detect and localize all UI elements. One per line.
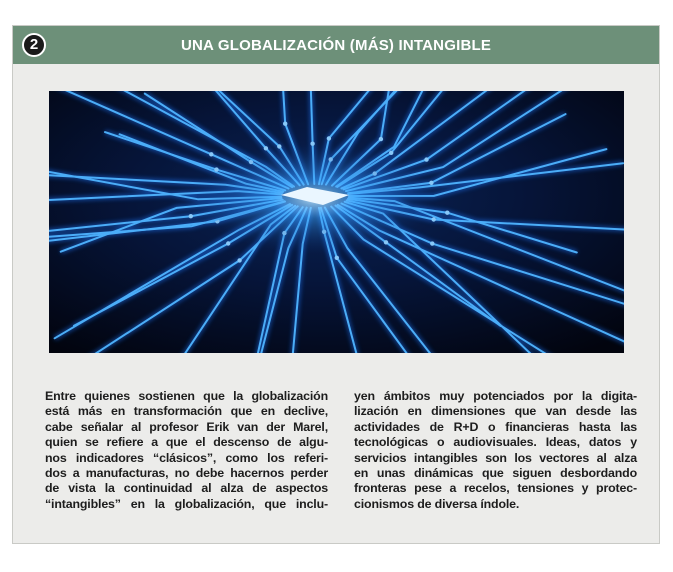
body-line: cionismos de diversa índole.: [354, 496, 520, 511]
body-line: nos indicadores “clásicos”, como los referi-: [45, 450, 328, 465]
body-line: está más en transformación que en declive,: [45, 404, 328, 419]
body-column-1: [45, 389, 328, 512]
circuit-illustration: [49, 91, 624, 353]
section-number-badge: 2: [22, 33, 46, 57]
circuit-node: [424, 157, 428, 161]
circuit-node: [327, 136, 331, 140]
circuit-node: [429, 181, 433, 185]
body-line: servicios intangibles son los vectores al alza: [354, 450, 637, 465]
circuit-node: [389, 151, 393, 155]
body-column-2: [354, 389, 637, 512]
body-line: “intangibles” en la globalización, que inclu-: [45, 496, 328, 511]
circuit-node: [283, 122, 287, 126]
circuit-node: [189, 214, 193, 218]
circuit-node: [209, 152, 213, 156]
body-line: actividades de R+D o financieras hasta las: [354, 419, 637, 434]
circuit-chip-image: [49, 91, 624, 353]
circuit-node: [237, 258, 241, 262]
body-line: quien se refiere a que el descenso de algu-: [45, 435, 328, 450]
body-line: fronteras pese a recelos, tensiones y protec-: [354, 481, 637, 496]
circuit-node: [335, 256, 339, 260]
section-header: [13, 26, 659, 64]
body-line: yen ámbitos muy potenciados por la digita-: [354, 389, 637, 403]
circuit-node: [432, 217, 436, 221]
article-card: [12, 25, 660, 544]
body-line: en unas dinámicas que siguen desbordando: [354, 466, 637, 481]
circuit-node: [379, 137, 383, 141]
body-line: lización en dimensiones que van desde las: [354, 404, 637, 419]
body-line: dos a manufacturas, no debe hacernos perder: [45, 466, 328, 481]
circuit-node: [430, 241, 434, 245]
circuit-node: [445, 211, 449, 215]
body-line: de vista la continuidad al alza de aspectos: [45, 481, 328, 496]
circuit-node: [226, 241, 230, 245]
body-line: tecnológicas o audiovisuales. Ideas, datos y: [354, 435, 637, 450]
section-title: UNA GLOBALIZACIÓN (MÁS) INTANGIBLE: [180, 36, 492, 54]
body-line: Entre quienes sostienen que la globalización: [45, 389, 328, 403]
body-line: cabe señalar al profesor Erik van der Marel,: [45, 419, 328, 434]
